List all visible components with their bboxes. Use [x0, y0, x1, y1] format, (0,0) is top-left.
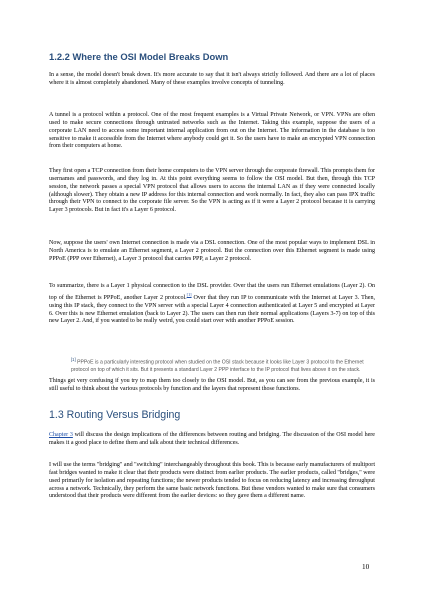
paragraph-5-part-b: Over that they run IP to communicate with the Internet at Layer 3. Then, using this IP stack, they connect to the VPN server with a special Layer 4 connection authenticated at Layer 5 and encrypted at Layer 6. Over this is new Ethernet emulation (back to Layer 2). The users can then run their normal applications (Layers 3-7) on top of this new Layer 2. And, if you wanted to be really weird, you could start over with another PPPoE session.	[49, 294, 376, 325]
chapter-3-link[interactable]: Chapter 3	[49, 432, 73, 438]
paragraph-7	[49, 432, 375, 448]
footnote-reference-link[interactable]: [1]	[186, 291, 192, 297]
paragraph-5-part-a: To summarize, there is a Layer 1 physical connection to the DSL provider. Over that the users run Ethernet emulations (Layer 2). On top of the Ethernet is PPPoE, another Layer 2 protocol.	[49, 283, 375, 301]
footnote-mark: [1]	[71, 357, 76, 362]
paragraph-5	[49, 283, 375, 326]
page-number: 10	[362, 563, 370, 571]
paragraph-7-rest: will discuss the design implications of the differences between routing and bridging. The discussion of the OSI model here makes it a good place to define them and talk about their technical differences.	[49, 432, 375, 446]
paragraph-3: They first open a TCP connection from their home computers to the VPN server through the corporate firewall. This prompts them for usernames and passwords, and they log in. At this point everything seems to follow the OSI model. But then, through this TCP session, the network passes a special VPN protocol that allows users to access the internal LAN as if they were connected locally (although slower). They obtain a new IP address for this internal connection and work normally. In fact, they also can pass IPX traffic through their VPN to connect to the corporate file server. So the VPN is acting as if it were a Layer 2 protocol because it is carrying Layer 3 protocols. But in fact it's a Layer 6 protocol.	[49, 168, 375, 214]
paragraph-2: A tunnel is a protocol within a protocol. One of the most frequent examples is a Virtual Private Network, or VPN. VPNs are often used to make secure connections through untrusted networks such as the Internet. Taking this example, suppose the users of a corporate LAN need to access some important internal application from out on the Internet. The information in the database is too sensitive to make it accessible from the Internet where anybody could get it. So the users have to make an encrypted VPN connection from their computers at home.	[49, 112, 375, 150]
section-heading-routing-vs-bridging: 1.3 Routing Versus Bridging	[49, 409, 181, 421]
paragraph-4: Now, suppose the users' own Internet connection is made via a DSL connection. One of the most popular ways to implement DSL in North America is to emulate an Ethernet segment, a Layer 2 protocol. But the connection over this Ethernet segment is made using PPPoE (PPP over Ethernet), a Layer 3 protocol that carries PPP, a Layer 2 protocol.	[49, 240, 375, 262]
paragraph-8: I will use the terms "bridging" and "switching" interchangeably throughout this book. This is because early manufacturers of multiport fast bridges wanted to make it clear that their products were distinct from earlier products. The earlier products, called "bridges," were used primarily for isolation and repeating functions; the newer products tended to focus on reducing latency and increasing throughput across a network. Technically, they perform the same basic network functions. But these vendors wanted to make sure that consumers understood that their products were different from the earlier devices: so they gave them a different name.	[49, 462, 375, 500]
paragraph-1: In a sense, the model doesn't break down. It's more accurate to say that it isn't always strictly followed. And there are a lot of places where it is almost completely abandoned. Many of these examples involve concepts of tunneling.	[49, 72, 375, 86]
footnote	[71, 356, 371, 374]
section-heading-osi-breaks-down: 1.2.2 Where the OSI Model Breaks Down	[49, 51, 229, 62]
paragraph-6: Things get very confusing if you try to map them too closely to the OSI model. But, as you can see from the previous example, it is still useful to think about the various protocols by function and the layers that represent those functions.	[49, 378, 375, 392]
footnote-text: PPPoE is a particularly interesting protocol when studied on the OSI stack because it looks like Layer 3 protocol to the Ethernet protocol on top of which it sits. But it presents a standard Layer 2 PPP interface to the IP protocol that lives above it on the stack.	[71, 359, 364, 373]
